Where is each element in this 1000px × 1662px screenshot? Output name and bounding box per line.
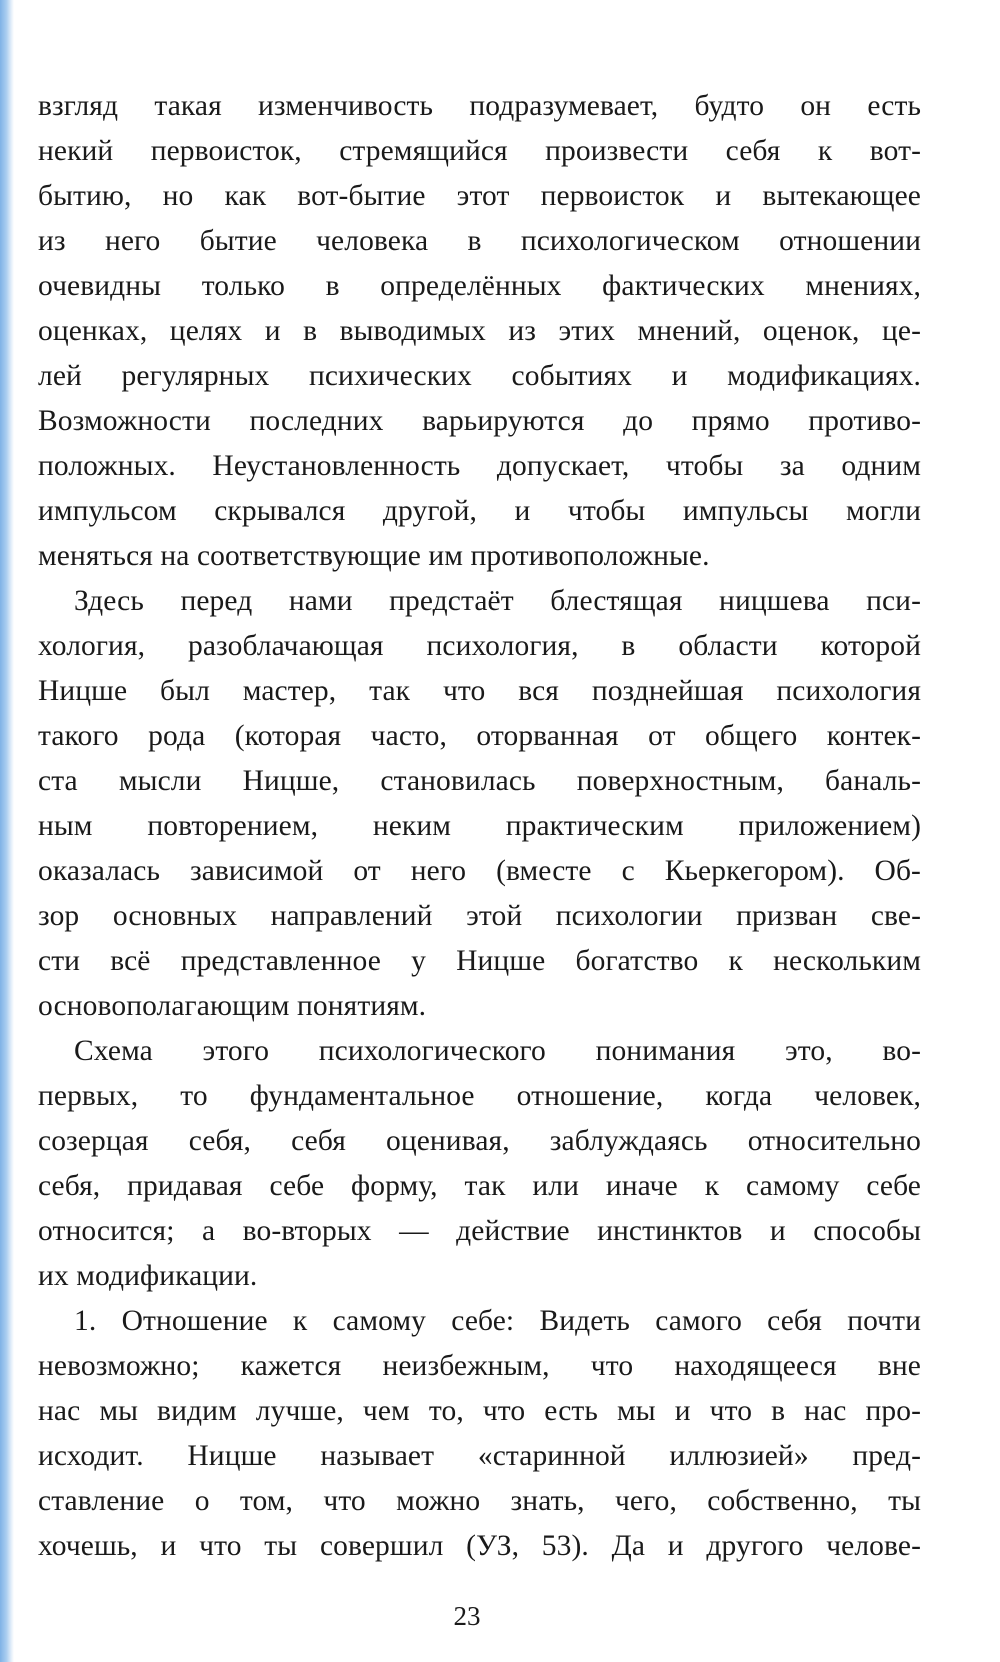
text-line: невозможно; кажется неизбежным, что находящееся вне: [38, 1350, 921, 1382]
paragraph-3: [38, 1029, 921, 1299]
paragraph-4: [38, 1299, 921, 1569]
text-line: сти всё представленное у Ницше богатство к нескольким: [38, 945, 921, 977]
text-line: созерцая себя, себя оценивая, заблуждаясь относительно: [38, 1125, 921, 1157]
text-line: исходит. Ницше называет «старинной иллюзией» пред-: [38, 1440, 921, 1472]
text-line: меняться на соответствующие им противоположные.: [38, 540, 710, 572]
text-line: Схема этого психологического понимания это, во-: [74, 1035, 921, 1067]
text-line: Возможности последних варьируются до прямо противо-: [38, 405, 921, 437]
text-line: основополагающим понятиям.: [38, 990, 427, 1022]
text-line: их модификации.: [38, 1260, 258, 1292]
text-line: хология, разоблачающая психология, в области которой: [38, 630, 921, 662]
text-line: импульсом скрывался другой, и чтобы импульсы могли: [38, 495, 921, 527]
text-line: некий первоисток, стремящийся произвести себя к вот-: [38, 135, 921, 167]
text-line: из него бытие человека в психологическом отношении: [38, 225, 921, 257]
paragraph-1: [38, 84, 921, 579]
text-line: себя, придавая себе форму, так или иначе к самому себе: [38, 1170, 921, 1202]
paragraph-2: [38, 579, 921, 1029]
text-line: оказалась зависимой от него (вместе с Кьеркегором). Об-: [38, 855, 921, 887]
text-line: взгляд такая изменчивость подразумевает, будто он есть: [38, 90, 921, 122]
text-line: Ницше был мастер, так что вся позднейшая психология: [38, 675, 921, 707]
page-number: 23: [453, 1601, 481, 1631]
text-line: зор основных направлений этой психологии призван све-: [38, 900, 921, 932]
text-line: нас мы видим лучше, чем то, что есть мы и что в нас про-: [38, 1395, 921, 1427]
text-line: ным повторением, неким практическим приложением): [38, 810, 921, 842]
text-line: 1. Отношение к самому себе: Видеть самого себя почти: [74, 1305, 921, 1337]
book-page: [38, 84, 921, 1569]
text-line: очевидны только в определённых фактических мнениях,: [38, 270, 921, 302]
text-line: бытию, но как вот-бытие этот первоисток и вытекающее: [38, 180, 921, 212]
scan-edge-shadow: [0, 0, 14, 1662]
text-line: Здесь перед нами предстаёт блестящая ницшева пси-: [74, 585, 921, 617]
text-line: относится; а во-вторых — действие инстинктов и способы: [38, 1215, 921, 1247]
text-line: оценках, целях и в выводимых из этих мнений, оценок, це-: [38, 315, 921, 347]
text-line: ста мысли Ницше, становилась поверхностным, баналь-: [38, 765, 921, 797]
text-line: такого рода (которая часто, оторванная от общего контек-: [38, 720, 921, 752]
text-line: первых, то фундаментальное отношение, когда человек,: [38, 1080, 921, 1112]
text-line: ставление о том, что можно знать, чего, собственно, ты: [38, 1485, 921, 1517]
text-line: хочешь, и что ты совершил (УЗ, 53). Да и другого челове-: [38, 1530, 921, 1562]
text-line: положных. Неустановленность допускает, чтобы за одним: [38, 450, 921, 482]
text-line: лей регулярных психических событиях и модификациях.: [38, 360, 921, 392]
